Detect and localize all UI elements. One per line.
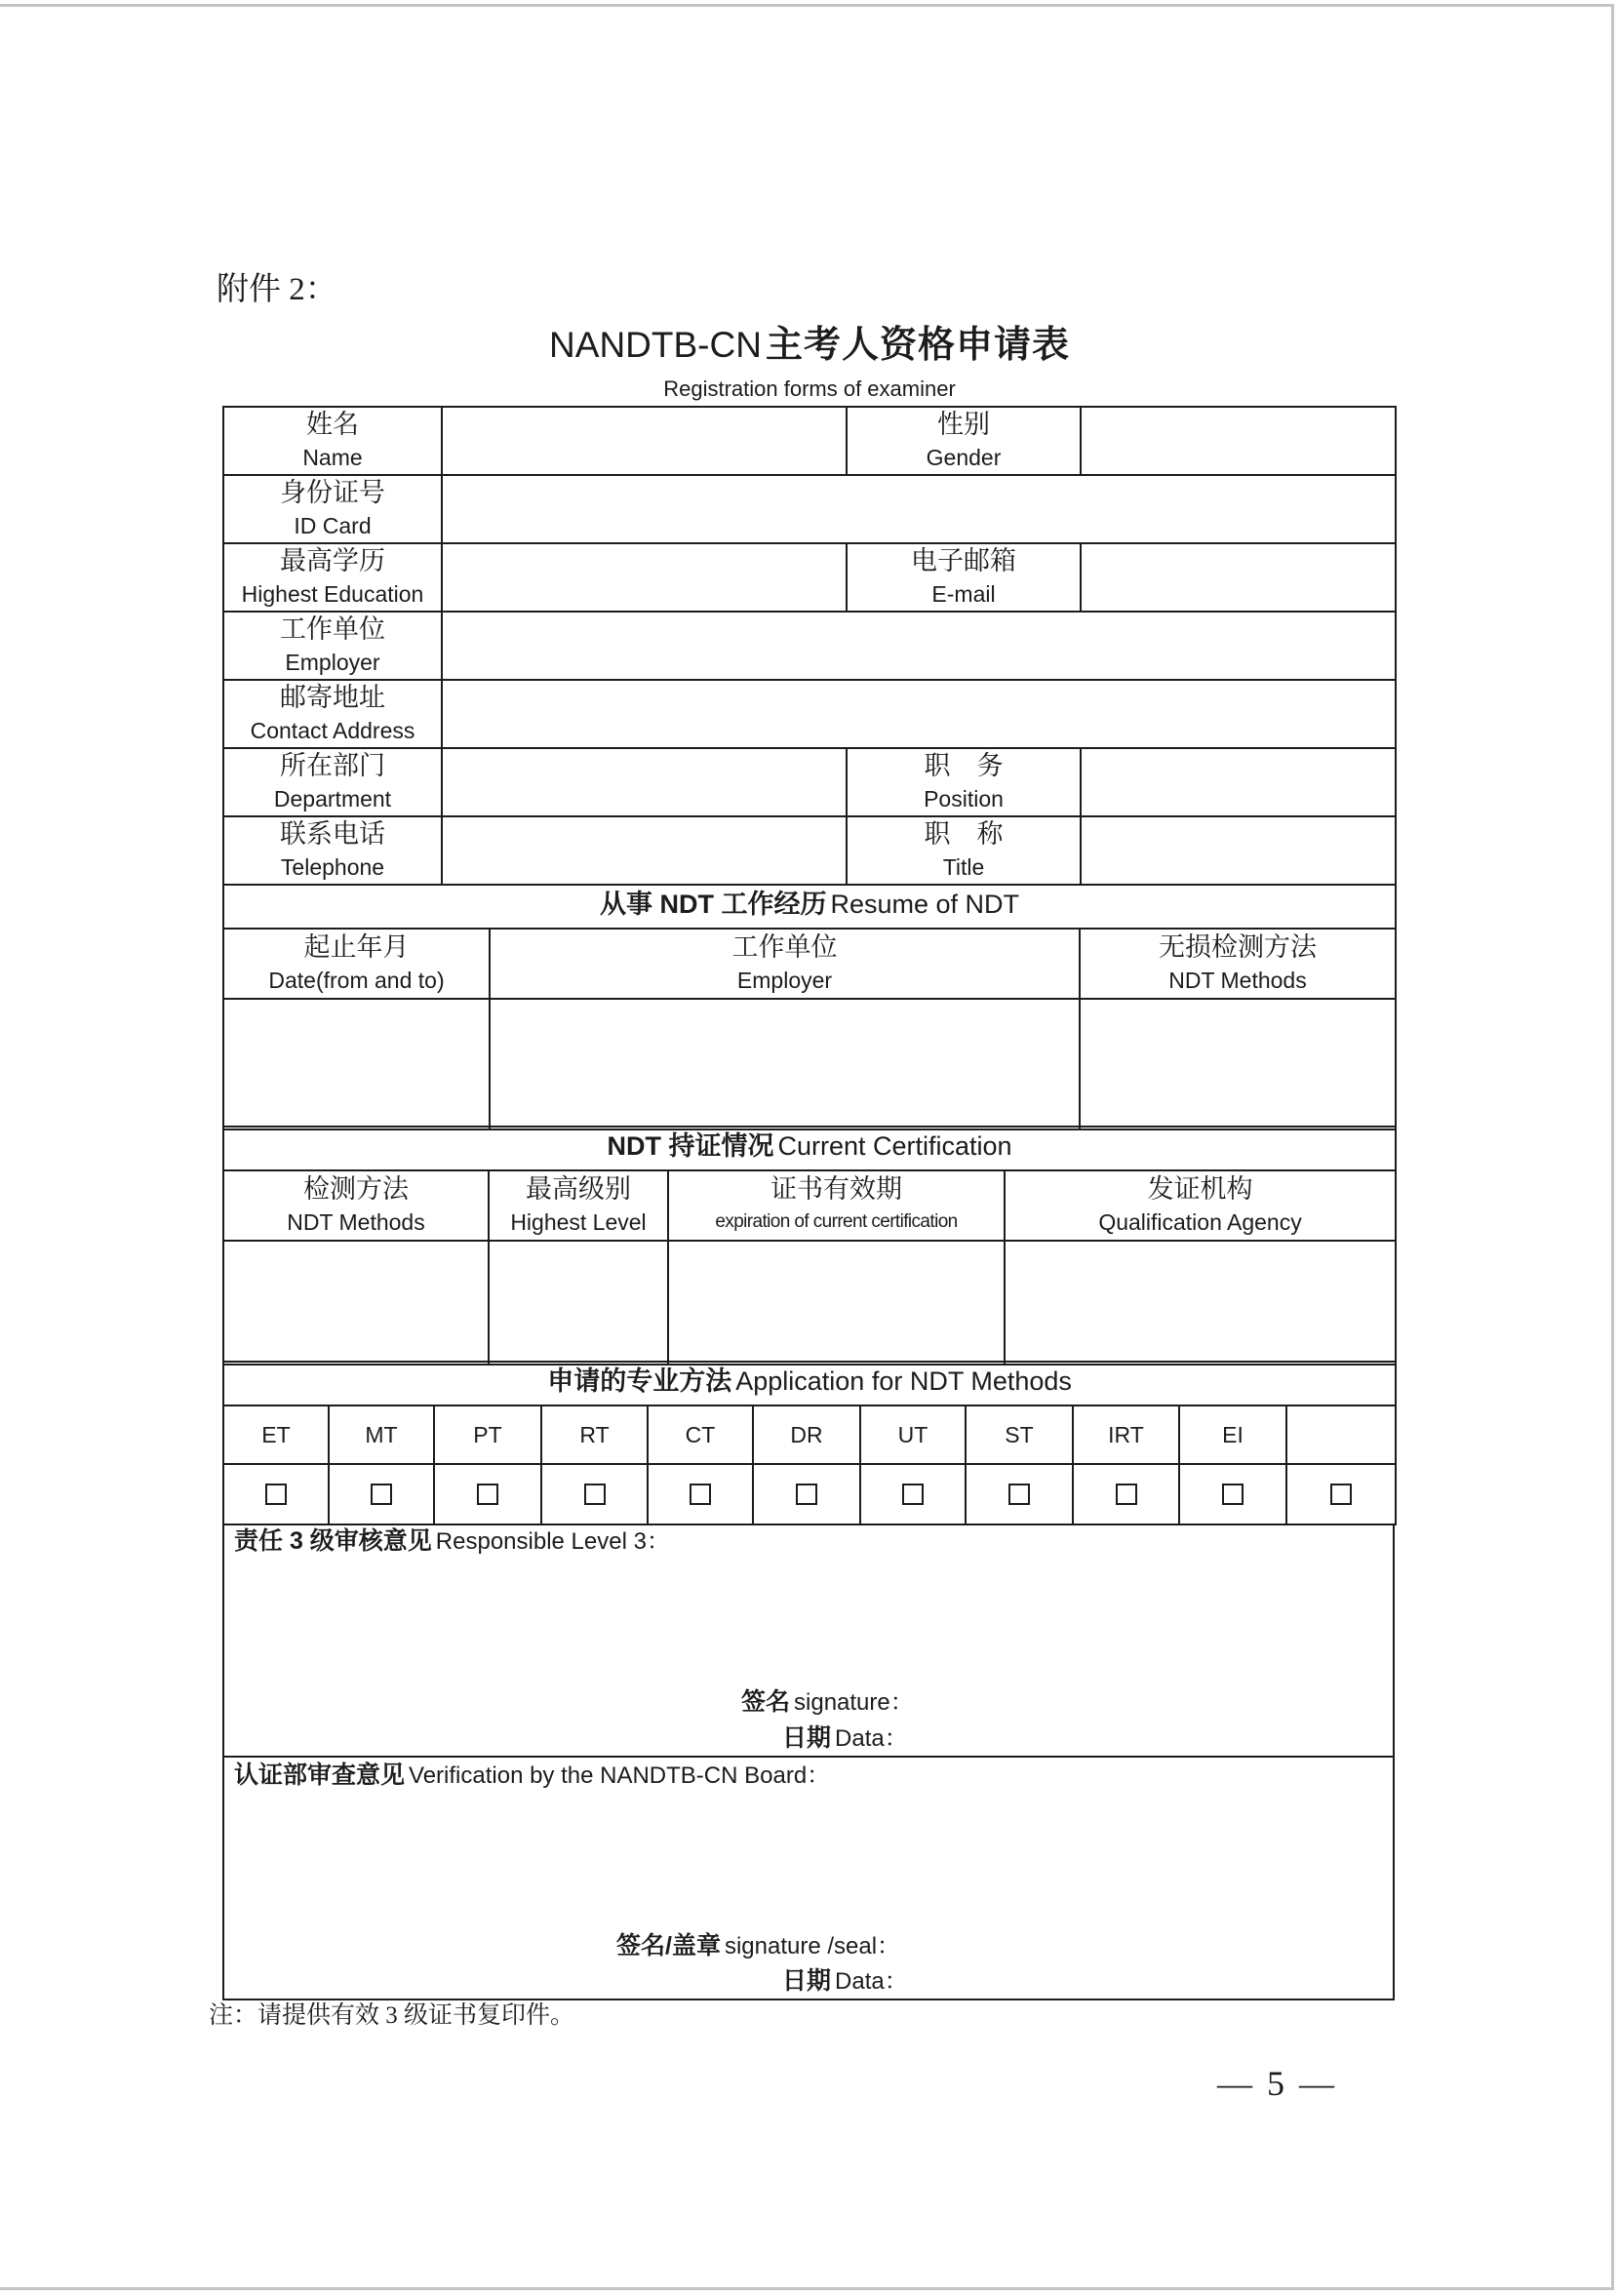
checkbox-cell-st (966, 1464, 1073, 1524)
application-section-header (223, 1362, 1396, 1405)
position-label-zh: 职 务 (924, 751, 1004, 780)
department-position-row (223, 748, 1396, 816)
cert-col-methods (223, 1170, 489, 1241)
personal-info-table (222, 406, 1397, 886)
cert-col-expiration-en: expiration of current certification (715, 1211, 958, 1232)
cert-col-agency-en: Qualification Agency (1098, 1209, 1302, 1235)
method-label-ut: UT (860, 1405, 966, 1464)
resume-header-zh: 从事 NDT 工作经历 (599, 890, 827, 919)
cert-col-level (489, 1170, 668, 1241)
name-gender-row (223, 407, 1396, 475)
level3-signature-line (741, 1688, 914, 1720)
cert-col-level-zh: 最高级别 (526, 1174, 631, 1204)
gender-label-zh: 性别 (937, 410, 990, 439)
board-date-en: Data： (835, 1968, 908, 1995)
resume-col-date-en: Date(from and to) (268, 968, 445, 993)
application-header-row (223, 1362, 1396, 1405)
job-title-label-cell (847, 816, 1081, 885)
resume-date-field[interactable] (223, 999, 490, 1129)
telephone-field[interactable] (442, 816, 847, 885)
checkbox-cell-et (223, 1464, 329, 1524)
ei-checkbox-icon[interactable] (1222, 1484, 1244, 1505)
checkbox-cell-mt (329, 1464, 434, 1524)
board-signature-en: signature /seal： (724, 1933, 901, 1960)
method-label-dr: DR (753, 1405, 860, 1464)
cert-col-agency (1005, 1170, 1396, 1241)
method-label-rt: RT (541, 1405, 648, 1464)
name-label-cell (223, 407, 442, 475)
education-email-row (223, 543, 1396, 612)
telephone-title-row (223, 816, 1396, 885)
resume-section-header (223, 885, 1396, 929)
board-verification-section[interactable] (222, 1758, 1395, 2000)
cert-col-agency-zh: 发证机构 (1147, 1174, 1253, 1204)
address-label-zh: 邮寄地址 (280, 683, 385, 712)
gender-field[interactable] (1081, 407, 1396, 475)
level3-review-label (234, 1527, 670, 1559)
certification-entry-row (223, 1241, 1396, 1365)
ut-checkbox-icon[interactable] (902, 1484, 924, 1505)
telephone-label-zh: 联系电话 (280, 819, 385, 849)
level3-date-en: Data： (835, 1725, 908, 1752)
cert-col-methods-zh: 检测方法 (303, 1174, 409, 1204)
resume-col-methods-en: NDT Methods (1168, 968, 1307, 993)
board-verification-label (234, 1762, 830, 1793)
resume-col-employer (490, 929, 1080, 999)
resume-col-employer-zh: 工作单位 (731, 932, 838, 962)
pt-checkbox-icon[interactable] (477, 1484, 498, 1505)
address-row (223, 680, 1396, 748)
checkbox-cell-ut (860, 1464, 966, 1524)
application-header-en: Application for NDT Methods (735, 1366, 1072, 1396)
ct-checkbox-icon[interactable] (690, 1484, 711, 1505)
board-verification-label-en: Verification by the NANDTB-CN Board： (409, 1762, 831, 1789)
name-label-zh: 姓名 (306, 410, 359, 439)
checkbox-cell-ei (1179, 1464, 1286, 1524)
position-field[interactable] (1081, 748, 1396, 816)
employer-label-en: Employer (285, 650, 380, 675)
method-label-et: ET (223, 1405, 329, 1464)
education-label-cell (223, 543, 442, 612)
email-label-zh: 电子邮箱 (911, 546, 1016, 575)
blank-checkbox-icon[interactable] (1330, 1484, 1352, 1505)
checkbox-cell-irt (1073, 1464, 1179, 1524)
id-card-label-en: ID Card (294, 513, 372, 538)
employer-field[interactable] (442, 612, 1396, 680)
method-label-ei: EI (1179, 1405, 1286, 1464)
gender-label-cell (847, 407, 1081, 475)
cert-methods-field[interactable] (223, 1241, 489, 1365)
certification-section-header (223, 1127, 1396, 1170)
checkbox-cell-blank (1286, 1464, 1396, 1524)
method-label-blank (1286, 1405, 1396, 1464)
email-label-en: E-mail (931, 581, 996, 607)
footnote: 注：请提供有效 3 级证书复印件。 (209, 2002, 575, 2029)
position-label-en: Position (924, 786, 1004, 812)
resume-col-date (223, 929, 490, 999)
checkbox-cell-pt (434, 1464, 541, 1524)
job-title-label-en: Title (942, 854, 985, 880)
id-card-field[interactable] (442, 475, 1396, 543)
form-title-code: NANDTB-CN (549, 325, 762, 365)
application-header-zh: 申请的专业方法 (547, 1366, 732, 1396)
form-title-zh: 主考人资格申请表 (765, 325, 1070, 366)
method-label-irt: IRT (1073, 1405, 1179, 1464)
method-labels-row (223, 1405, 1396, 1464)
resume-columns-row (223, 929, 1396, 999)
method-label-pt: PT (434, 1405, 541, 1464)
mt-checkbox-icon[interactable] (371, 1484, 392, 1505)
application-table (222, 1361, 1397, 1525)
rt-checkbox-icon[interactable] (584, 1484, 606, 1505)
certification-header-zh: NDT 持证情况 (607, 1131, 774, 1161)
resume-table (222, 884, 1397, 1130)
education-label-en: Highest Education (241, 581, 424, 607)
cert-col-methods-en: NDT Methods (287, 1209, 425, 1235)
employer-row (223, 612, 1396, 680)
form-subtitle: Registration forms of examiner (663, 376, 956, 401)
department-field[interactable] (442, 748, 847, 816)
department-label-en: Department (273, 786, 392, 812)
job-title-field[interactable] (1081, 816, 1396, 885)
telephone-label-en: Telephone (280, 854, 385, 880)
board-date-line (782, 1967, 908, 1999)
method-label-st: ST (966, 1405, 1073, 1464)
method-label-ct: CT (648, 1405, 753, 1464)
checkbox-cell-ct (648, 1464, 753, 1524)
board-signature-zh: 签名/盖章 (616, 1932, 721, 1960)
cert-expiration-field[interactable] (668, 1241, 1005, 1365)
resume-header-row (223, 885, 1396, 929)
id-card-label-zh: 身份证号 (280, 478, 385, 507)
email-field[interactable] (1081, 543, 1396, 612)
certification-table (222, 1126, 1397, 1366)
cert-level-field[interactable] (489, 1241, 668, 1365)
method-label-mt: MT (329, 1405, 434, 1464)
st-checkbox-icon[interactable] (1008, 1484, 1030, 1505)
id-card-label-cell (223, 475, 442, 543)
form-title (0, 324, 1619, 375)
checkbox-cell-dr (753, 1464, 860, 1524)
name-label-en: Name (302, 445, 363, 470)
resume-entry-row (223, 999, 1396, 1129)
board-signature-line (616, 1932, 900, 1963)
certification-columns-row (223, 1170, 1396, 1241)
board-verification-label-zh: 认证部审查意见 (234, 1762, 406, 1789)
name-field[interactable] (442, 407, 847, 475)
et-checkbox-icon[interactable] (265, 1484, 287, 1505)
certification-header-en: Current Certification (777, 1131, 1012, 1161)
level3-review-label-en: Responsible Level 3： (435, 1528, 670, 1555)
level3-review-section[interactable] (222, 1524, 1395, 1758)
resume-col-methods-zh: 无损检测方法 (1159, 932, 1317, 962)
education-label-zh: 最高学历 (280, 546, 385, 575)
certification-header-row (223, 1127, 1396, 1170)
irt-checkbox-icon[interactable] (1116, 1484, 1137, 1505)
education-field[interactable] (442, 543, 847, 612)
resume-employer-field[interactable] (490, 999, 1080, 1129)
email-label-cell (847, 543, 1081, 612)
resume-col-methods (1080, 929, 1396, 999)
level3-date-zh: 日期 (782, 1724, 832, 1752)
page-number: — 5 — (1217, 2064, 1337, 2103)
id-card-row (223, 475, 1396, 543)
level3-signature-en: signature： (794, 1689, 914, 1716)
position-label-cell (847, 748, 1081, 816)
address-label-en: Contact Address (250, 718, 415, 743)
resume-col-employer-en: Employer (736, 968, 833, 993)
department-label-cell (223, 748, 442, 816)
method-checkboxes-row (223, 1464, 1396, 1524)
resume-col-date-zh: 起止年月 (303, 932, 410, 962)
attachment-label: 附件 2： (217, 272, 337, 307)
resume-methods-field[interactable] (1080, 999, 1396, 1129)
cert-col-expiration (668, 1170, 1005, 1241)
address-field[interactable] (442, 680, 1396, 748)
job-title-label-zh: 职 称 (924, 819, 1004, 849)
level3-review-label-zh: 责任 3 级审核意见 (234, 1527, 432, 1555)
level3-date-line (782, 1724, 908, 1756)
checkbox-cell-rt (541, 1464, 648, 1524)
employer-label-cell (223, 612, 442, 680)
board-date-zh: 日期 (782, 1967, 832, 1995)
cert-col-expiration-zh: 证书有效期 (770, 1174, 902, 1204)
employer-label-zh: 工作单位 (280, 614, 385, 644)
telephone-label-cell (223, 816, 442, 885)
cert-col-level-en: Highest Level (510, 1209, 647, 1235)
cert-agency-field[interactable] (1005, 1241, 1396, 1365)
address-label-cell (223, 680, 442, 748)
dr-checkbox-icon[interactable] (796, 1484, 817, 1505)
resume-header-en: Resume of NDT (830, 890, 1020, 919)
gender-label-en: Gender (926, 445, 1002, 470)
level3-signature-zh: 签名 (741, 1688, 791, 1716)
department-label-zh: 所在部门 (280, 751, 385, 780)
